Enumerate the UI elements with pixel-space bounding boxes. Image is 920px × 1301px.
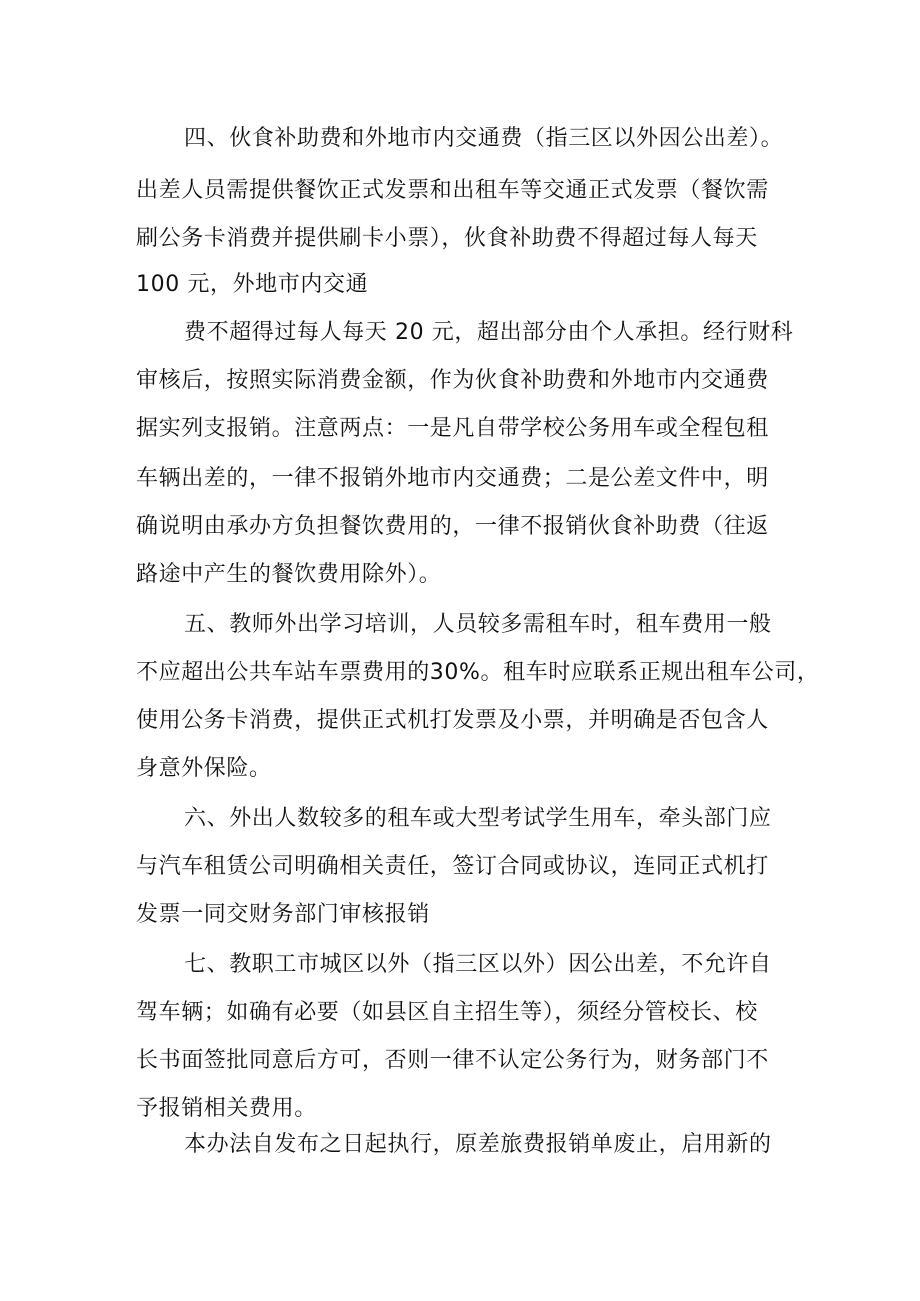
text-line: 确说明由承办方负担餐饮费用的，一律不报销伙食补助费（往返 <box>136 514 769 539</box>
text-line: 四、伙食补助费和外地市内交通费（指三区以外因公出差）。 <box>184 126 784 151</box>
text-line: 五、教师外出学习培训，人员较多需租车时，租车费用一般 <box>184 612 772 637</box>
text-line: 出差人员需提供餐饮正式发票和出租车等交通正式发票（餐饮需 <box>136 178 769 203</box>
text-line: 与汽车租赁公司明确相关责任，签订合同或协议，连同正式机打 <box>136 854 769 879</box>
text-line: 予报销相关费用。 <box>136 1096 317 1121</box>
text-line: 不应超出公共车站车票费用的30%。租车时应联系正规出租车公司， <box>136 660 820 685</box>
text-line: 100 元，外地市内交通 <box>136 272 369 297</box>
text-line: 身意外保险。 <box>136 756 272 781</box>
text-line: 驾车辆；如确有必要（如县区自主招生等），须经分管校长、校 <box>136 1000 758 1025</box>
text-line: 审核后，按照实际消费金额，作为伙食补助费和外地市内交通费 <box>136 368 769 393</box>
text-line: 发票一同交财务部门审核报销 <box>136 902 430 927</box>
text-line: 使用公务卡消费，提供正式机打发票及小票，并明确是否包含人 <box>136 708 769 733</box>
text-line: 本办法自发布之日起执行，原差旅费报销单废止，启用新的 <box>184 1132 772 1157</box>
text-line: 车辆出差的，一律不报销外地市内交通费；二是公差文件中，明 <box>136 466 769 491</box>
text-line: 据实列支报销。注意两点：一是凡自带学校公务用车或全程包租 <box>136 416 769 441</box>
text-line: 费不超得过每人每天 20 元，超出部分由个人承担。经行财科 <box>184 320 794 345</box>
text-line: 刷公务卡消费并提供刷卡小票），伙食补助费不得超过每人每天 <box>136 226 758 251</box>
text-line: 七、教职工市城区以外（指三区以外）因公出差，不允许自 <box>184 952 772 977</box>
text-line: 路途中产生的餐饮费用除外）。 <box>136 562 442 587</box>
text-line: 长书面签批同意后方可，否则一律不认定公务行为，财务部门不 <box>136 1048 769 1073</box>
text-line: 六、外出人数较多的租车或大型考试学生用车，牵头部门应 <box>184 806 772 831</box>
